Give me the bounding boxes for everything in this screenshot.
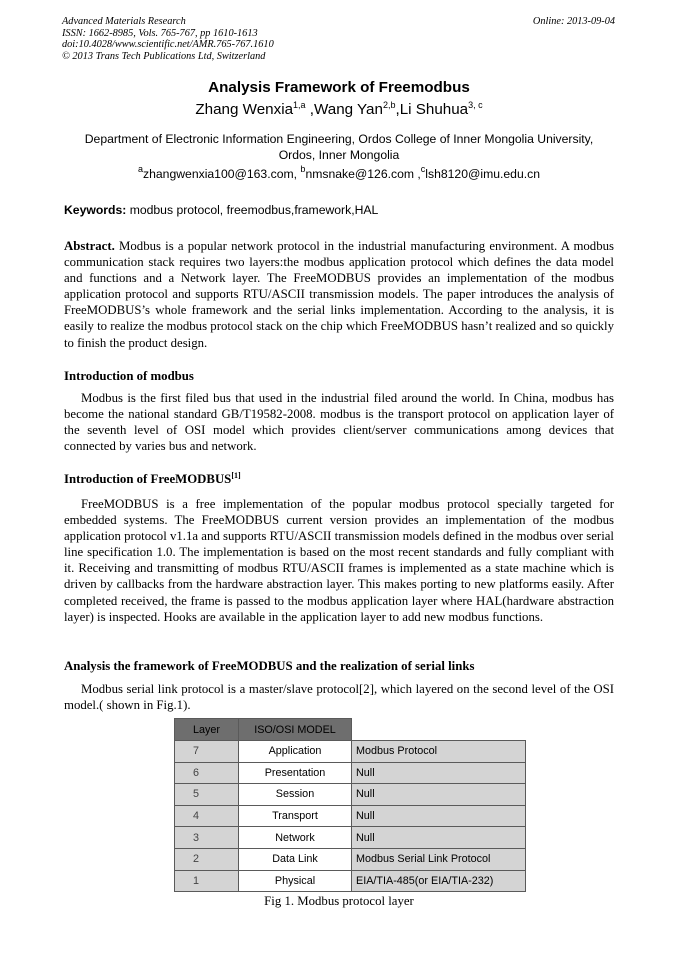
- osi-layer: Physical: [239, 870, 352, 892]
- email-sup: a: [138, 164, 144, 174]
- table-row: [175, 827, 526, 849]
- section-heading: Analysis the framework of FreeMODBUS and the realization of serial links: [64, 659, 475, 673]
- email-sup: c: [420, 164, 426, 174]
- table-header-empty: [352, 719, 526, 741]
- email-separator: ,: [293, 167, 301, 181]
- author-name: Li Shuhua: [399, 101, 469, 118]
- layer-number: 5: [175, 784, 239, 806]
- table-header: Layer: [175, 719, 239, 741]
- issn: ISSN: 1662-8985, Vols. 765-767, pp 1610-1613: [62, 27, 258, 39]
- email-list: [0, 164, 678, 181]
- author-sup: 1,a: [293, 100, 306, 110]
- keywords-label: Keywords:: [64, 203, 127, 217]
- email-address: zhangwenxia100@163.com: [143, 167, 294, 181]
- osi-layer: Data Link: [239, 848, 352, 870]
- protocol-layer-table: [174, 718, 526, 892]
- email-sup: b: [300, 164, 306, 174]
- layer-number: 7: [175, 741, 239, 763]
- layer-number: 2: [175, 848, 239, 870]
- table-row: [175, 870, 526, 892]
- osi-layer: Network: [239, 827, 352, 849]
- journal-header: [62, 16, 274, 62]
- section-body: Modbus is the first filed bus that used in the industrial filed around the world. In China, modbus has become the national standard GB/T19582-2008. modbus is the transport protocol on application layer of the seventh level of OSI model which provides client/server communications among devices that connected by varies bus and network.: [64, 391, 614, 454]
- abstract-text: Modbus is a popular network protocol in the industrial manufacturing environment. A modbus communication stack requires two layers:the modbus application protocol which defines the data model and functions and a Network layer. The FreeMODBUS provides an implementation of the modbus application protocol and supports RTU/ASCII transmission models. The paper introduces the analysis of FreeMODBUS’s whole framework and the serial links implementation. According to the analysis, it is easily to realize the modbus protocol stack on the chip which FreeMODBUS hasn’t realized and so quickly to finish the product design.: [64, 239, 614, 350]
- keywords-text: modbus protocol, freemodbus,framework,HAL: [126, 203, 379, 217]
- modbus-protocol: Modbus Serial Link Protocol: [352, 848, 526, 870]
- email-address: nmsnake@126.com: [305, 167, 415, 181]
- osi-layer: Session: [239, 784, 352, 806]
- abstract-label: Abstract.: [64, 239, 115, 253]
- modbus-protocol: Modbus Protocol: [352, 741, 526, 763]
- layer-number: 3: [175, 827, 239, 849]
- modbus-protocol: Null: [352, 762, 526, 784]
- figure-caption: Fig 1. Modbus protocol layer: [264, 894, 414, 908]
- section-heading: [64, 472, 241, 487]
- section-body: Modbus serial link protocol is a master/slave protocol[2], which layered on the second level of the OSI model.( shown in Fig.1).: [64, 682, 614, 713]
- author-separator: ,: [395, 101, 400, 118]
- osi-layer: Application: [239, 741, 352, 763]
- layer-number: 4: [175, 805, 239, 827]
- doi: doi:10.4028/www.scientific.net/AMR.765-767.1610: [62, 39, 274, 50]
- osi-layer: Transport: [239, 805, 352, 827]
- table-row: [175, 741, 526, 763]
- affiliation: Department of Electronic Information Engineering, Ordos College of Inner Mongolia University, Ordos, Inner Mongolia: [84, 132, 594, 162]
- heading-text: Introduction of FreeMODBUS: [64, 472, 232, 486]
- layer-number: 1: [175, 870, 239, 892]
- modbus-protocol: Null: [352, 784, 526, 806]
- section-heading: Introduction of modbus: [64, 369, 194, 383]
- author-sup: 2,b: [382, 100, 396, 110]
- osi-layer: Presentation: [239, 762, 352, 784]
- email-separator: ,: [414, 167, 421, 181]
- table-header: ISO/OSI MODEL: [239, 719, 352, 741]
- layer-number: 6: [175, 762, 239, 784]
- online-date: Online: 2013-09-04: [532, 16, 615, 27]
- email-address: lsh8120@imu.edu.cn: [425, 167, 540, 181]
- keywords: [64, 203, 378, 217]
- modbus-protocol: Null: [352, 827, 526, 849]
- paper-title: Analysis Framework of Freemodbus: [208, 79, 470, 96]
- table-row: [175, 805, 526, 827]
- author-sup: 3, c: [468, 100, 483, 110]
- author-separator: ,: [305, 101, 314, 118]
- author-name: Wang Yan: [314, 101, 383, 118]
- author-list: [0, 101, 678, 118]
- journal-name: Advanced Materials Research: [62, 16, 186, 27]
- table-header-row: [175, 719, 526, 741]
- abstract: [64, 238, 614, 351]
- table-row: [175, 784, 526, 806]
- modbus-protocol: Null: [352, 805, 526, 827]
- citation: [1]: [231, 471, 241, 480]
- table-row: [175, 848, 526, 870]
- modbus-protocol: EIA/TIA-485(or EIA/TIA-232): [352, 870, 526, 892]
- author-name: Zhang Wenxia: [195, 101, 294, 118]
- section-body: FreeMODBUS is a free implementation of the popular modbus protocol specially targeted for embedded systems. The FreeMODBUS current version provides an implementation of the modbus application protocol v1.1a and supports RTU/ASCII transmission models defined in the modbus over serial line specification 1.0. The implementation is based on the most recent standards and fully compliant with it. Receiving and transmitting of modbus RTU/ASCII frames is implemented as a state machine which is driven by callbacks from the hardware abstraction layer. This makes porting to new platforms easily. After completed received, the frame is passed to the modbus application layer where HAL(hardware abstraction layer) is inspected. Hooks are available in the application layer to add new modbus functions.: [64, 497, 614, 624]
- table-row: [175, 762, 526, 784]
- copyright: © 2013 Trans Tech Publications Ltd, Switzerland: [62, 50, 266, 62]
